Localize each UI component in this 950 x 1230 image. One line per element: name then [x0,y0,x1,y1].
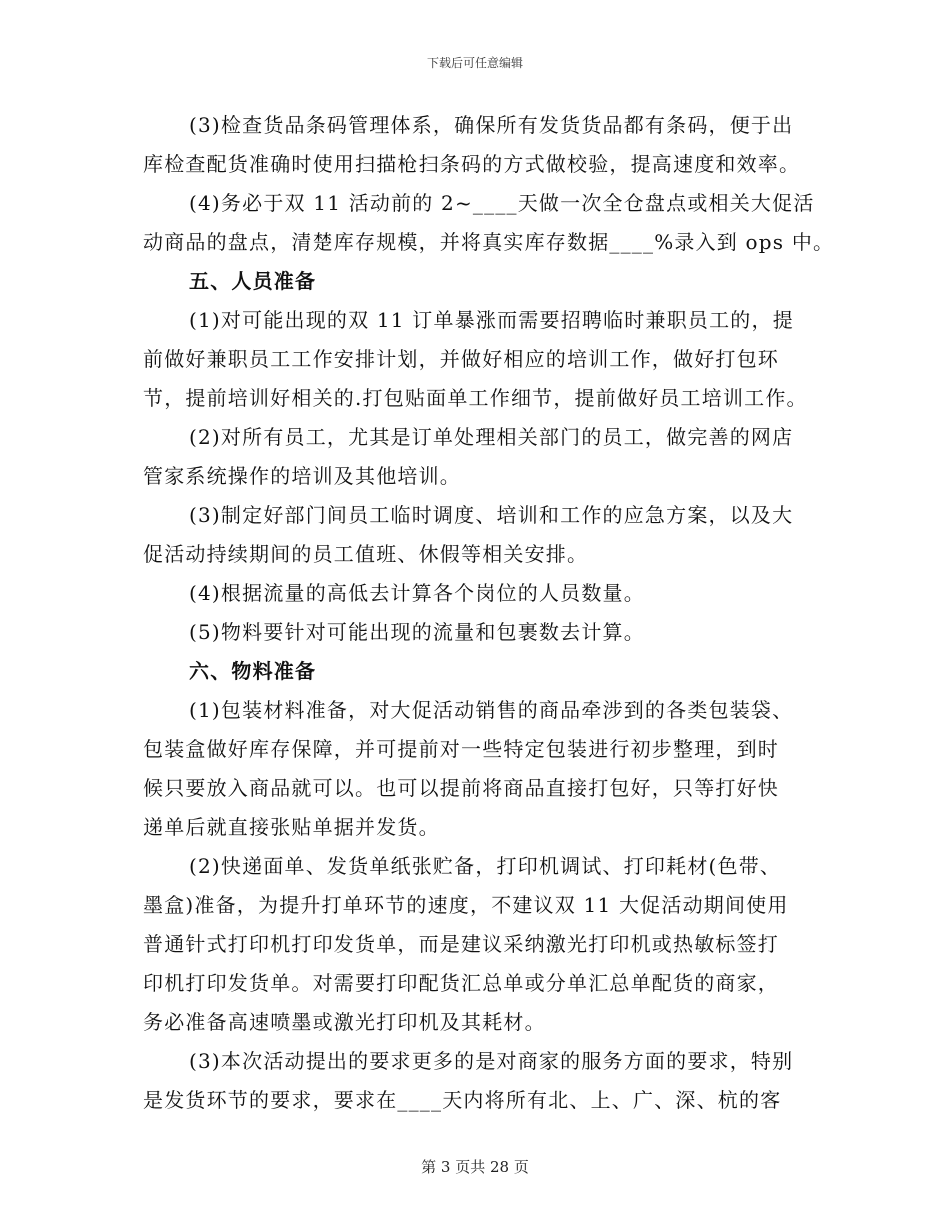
paragraph-line: (1)对可能出现的双 11 订单暴涨而需要招聘临时兼职员工的，提 [189,308,794,332]
document-body [143,106,835,1120]
paragraph-line: 务必准备高速喷墨或激光打印机及其耗材。 [143,1010,546,1034]
paragraph-line: 候只要放入商品就可以。也可以提前将商品直接打包好，只等打好快 [143,776,779,800]
paragraph-line: 递单后就直接张贴单据并发货。 [143,815,440,839]
paragraph-line: 管家系统操作的培训及其他培训。 [143,464,461,488]
paragraph-line: 墨盒)准备，为提升打单环节的速度，不建议双 11 大促活动期间使用 [143,893,789,917]
paragraph-line: 节，提前培训好相关的.打包贴面单工作细节，提前做好员工培训工作。 [143,386,808,410]
page-header: 下载后可任意编辑 [426,56,523,70]
section-heading-personnel: 五、人员准备 [189,269,317,293]
paragraph-line: (4)根据流量的高低去计算各个岗位的人员数量。 [189,581,645,605]
paragraph-line: (2)快递面单、发货单纸张贮备，打印机调试、打印耗材(色带、 [189,854,782,878]
page-footer: 第 3 页共 28 页 [421,1158,529,1176]
paragraph-line: 普通针式打印机打印发货单，而是建议采纳激光打印机或热敏标签打 [143,932,779,956]
paragraph-line: 是发货环节的要求，要求在____天内将所有北、上、广、深、杭的客 [143,1088,782,1112]
paragraph-line: (3)检查货品条码管理体系，确保所有发货货品都有条码，便于出 [189,113,794,137]
paragraph-line: (1)包装材料准备，对大促活动销售的商品牵涉到的各类包装袋、 [189,698,794,722]
paragraph-line: (5)物料要针对可能出现的流量和包裹数去计算。 [189,620,645,644]
paragraph-line: 包装盒做好库存保障，并可提前对一些特定包装进行初步整理，到时 [143,737,779,761]
paragraph-line: (3)制定好部门间员工临时调度、培训和工作的应急方案，以及大 [189,503,794,527]
paragraph-line: 库检查配货准确时使用扫描枪扫条码的方式做校验，提高速度和效率。 [143,152,801,176]
paragraph-line: 促活动持续期间的员工值班、休假等相关安排。 [143,542,589,566]
paragraph-line: (4)务必于双 11 活动前的 2~____天做一次全仓盘点或相关大促活 [189,191,815,215]
paragraph-line: 印机打印发货单。对需要打印配货汇总单或分单汇总单配货的商家， [143,971,779,995]
paragraph-line: 前做好兼职员工工作安排计划，并做好相应的培训工作，做好打包环 [143,347,779,371]
paragraph-line: 动商品的盘点，清楚库存规模，并将真实库存数据____%录入到 ops 中。 [143,230,835,254]
paragraph-line: (3)本次活动提出的要求更多的是对商家的服务方面的要求，特别 [189,1049,794,1073]
section-heading-materials: 六、物料准备 [189,659,317,683]
paragraph-line: (2)对所有员工，尤其是订单处理相关部门的员工，做完善的网店 [189,425,794,449]
